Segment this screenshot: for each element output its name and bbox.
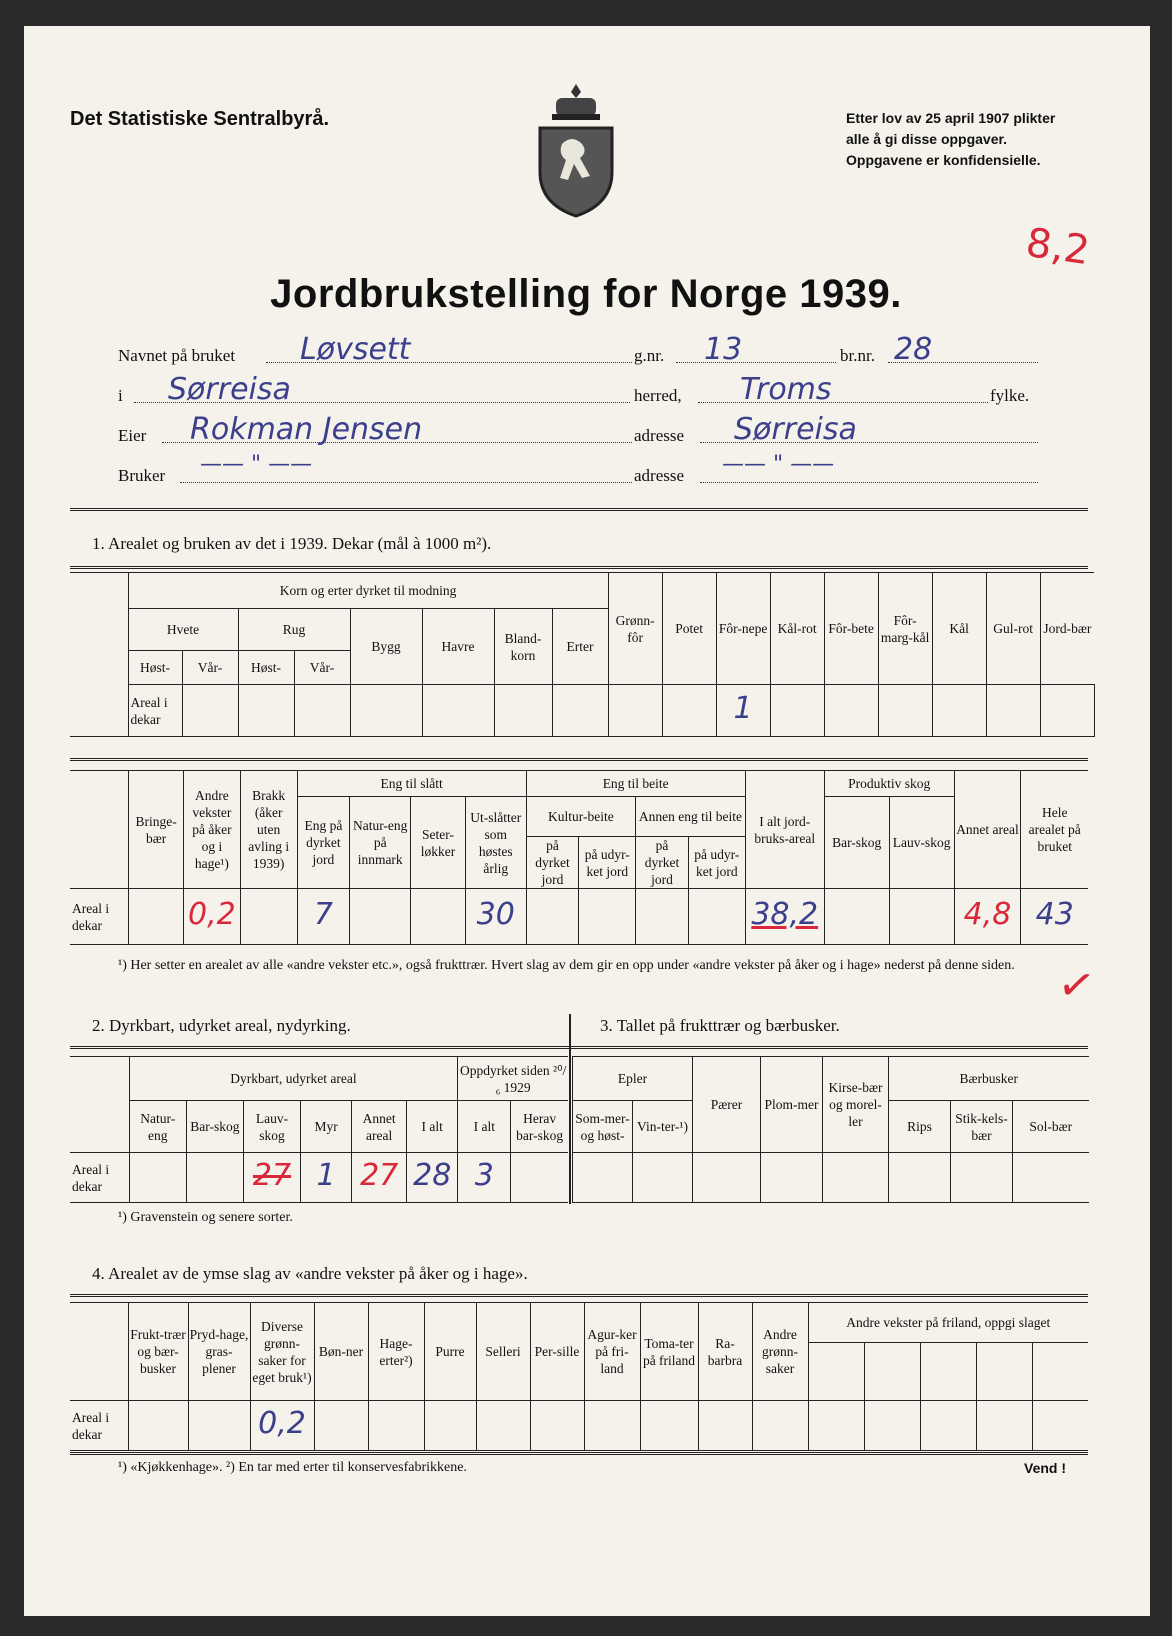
kultur-dyrket-header: på dyrket jord	[526, 837, 579, 889]
stikkelsbaer-header: Stik-kels-bær	[951, 1101, 1013, 1153]
oppdyrket-header: Oppdyrket siden ²⁰/₆ 1929	[458, 1057, 568, 1101]
eng-dyrket-header: Eng på dyrket jord	[297, 797, 350, 889]
korn-group-header: Korn og erter dyrket til modning	[128, 573, 608, 609]
epler-header: Epler	[573, 1057, 693, 1101]
section3-heading: 3. Tallet på frukttrær og bærbusker.	[600, 1016, 840, 1035]
formargkal-header: Fôr-marg-kål	[878, 573, 932, 685]
rug-header: Rug	[238, 609, 350, 651]
navnet-label: Navnet på bruket	[118, 346, 236, 365]
organization-name: Det Statistiske Sentralbyrå.	[70, 108, 329, 130]
hageerter-header: Hage-erter²)	[368, 1303, 424, 1401]
eier-value[interactable]: Rokman Jensen	[190, 412, 423, 447]
gulrot-header: Gul-rot	[986, 573, 1040, 685]
coat-of-arms-icon	[534, 80, 618, 220]
brakk-header: Brakk (åker uten avling i 1939)	[240, 771, 297, 889]
margin-note: 8,2	[1023, 219, 1093, 275]
gronnfor-header: Grønn-fôr	[608, 573, 662, 685]
bringebaer-header: Bringe-bær	[129, 771, 184, 889]
divider	[70, 566, 1088, 569]
produktiv-skog-header: Produktiv skog	[824, 771, 954, 797]
areal-row-label: Areal i dekar	[70, 889, 129, 945]
adresse-value[interactable]: Sørreisa	[734, 412, 857, 447]
bruker-value[interactable]: —— " ——	[200, 452, 313, 477]
brnr-label: br.nr.	[840, 346, 875, 365]
i-alt-jord-header: I alt jord-bruks-areal	[745, 771, 824, 889]
check-mark-icon: ✓	[1053, 957, 1100, 1014]
i-alt-value[interactable]: 28	[413, 1157, 452, 1193]
dyrkbart-header: Dyrkbart, udyrket areal	[129, 1057, 458, 1101]
annet-areal-header: Annet areal	[954, 771, 1021, 889]
rips-header: Rips	[889, 1101, 951, 1153]
divider	[70, 508, 1088, 511]
footnote-3: ¹) «Kjøkkenhage». ²) En tar med erter til konservesfabrikkene.	[118, 1460, 467, 1475]
eng-slatt-header: Eng til slått	[297, 771, 526, 797]
hvete-header: Hvete	[128, 609, 238, 651]
annen-dyrket-header: på dyrket jord	[636, 837, 689, 889]
rabarbra-header: Ra-barbra	[698, 1303, 752, 1401]
andre-vekster-value[interactable]: 0,2	[188, 896, 236, 932]
section2-heading: 2. Dyrkbart, udyrket areal, nydyrking.	[92, 1016, 351, 1035]
gnr-label: g.nr.	[634, 346, 665, 365]
crop-table-1	[70, 572, 1094, 737]
hvete-host-header: Høst-	[128, 651, 182, 685]
brnr-value[interactable]: 28	[894, 332, 933, 367]
tomater-header: Toma-ter på friland	[640, 1303, 698, 1401]
plommer-header: Plom-mer	[761, 1057, 823, 1153]
i-alt2-header: I alt	[458, 1101, 511, 1153]
lauvskog-header: Lauv-skog	[243, 1101, 300, 1153]
divider	[70, 758, 1088, 761]
hele-arealet-value[interactable]: 43	[1035, 896, 1074, 932]
lauvskog-value[interactable]: 27	[252, 1157, 292, 1193]
herav-header: Herav bar-skog	[511, 1101, 568, 1153]
adresse2-value[interactable]: —— " ——	[722, 452, 835, 477]
kal-header: Kål	[932, 573, 986, 685]
rug-host-header: Høst-	[238, 651, 294, 685]
crop-table-2	[70, 770, 1088, 945]
section1-heading: 1. Arealet og bruken av det i 1939. Dekar (mål à 1000 m²).	[92, 534, 492, 553]
i-alt-header: I alt	[407, 1101, 458, 1153]
i-label: i	[118, 386, 123, 405]
andre-gronn-header: Andre grønn-saker	[752, 1303, 808, 1401]
fornepe-header: Fôr-nepe	[716, 573, 770, 685]
herred-label: herred,	[634, 386, 682, 405]
gnr-value[interactable]: 13	[704, 332, 743, 367]
annet-value[interactable]: 27	[360, 1157, 399, 1193]
sommer-header: Som-mer-og høst-	[573, 1101, 633, 1153]
adresse2-label: adresse	[634, 466, 685, 485]
dyrkbart-table	[70, 1056, 568, 1203]
bruker-label: Bruker	[118, 466, 166, 485]
paerer-header: Pærer	[693, 1057, 761, 1153]
seterlokker-header: Seter-løkker	[411, 797, 466, 889]
divider	[70, 1046, 1088, 1049]
frukt-table	[572, 1056, 1089, 1203]
erter-header: Erter	[552, 609, 608, 685]
divider	[70, 1452, 1088, 1455]
herred-value[interactable]: Troms	[740, 372, 832, 407]
purre-header: Purre	[424, 1303, 476, 1401]
section-separator	[569, 1014, 571, 1204]
i-alt-jord-value[interactable]: 38,2	[751, 896, 819, 932]
prydhage-header: Pryd-hage, gras-plener	[188, 1303, 250, 1401]
havre-header: Havre	[422, 609, 494, 685]
rug-var-header: Vår-	[294, 651, 350, 685]
page-title: Jordbrukstelling for Norge 1939.	[270, 272, 902, 316]
law-line-2: alle å gi disse oppgaver.	[846, 131, 1008, 147]
persille-header: Per-sille	[530, 1303, 584, 1401]
adresse-label: adresse	[634, 426, 685, 445]
natureng-header: Natur-eng	[129, 1101, 186, 1153]
natureng-header: Natur-eng på innmark	[350, 797, 411, 889]
fylke-label: fylke.	[990, 386, 1030, 405]
law-line-1: Etter lov av 25 april 1907 plikter	[846, 110, 1056, 126]
myr-header: Myr	[301, 1101, 352, 1153]
section4-heading: 4. Arealet av de ymse slag av «andre vekster på åker og i hage».	[92, 1264, 528, 1283]
agurker-header: Agur-ker på fri-land	[584, 1303, 640, 1401]
kultur-udyrket-header: på udyr-ket jord	[579, 837, 636, 889]
vend-label: Vend !	[1024, 1460, 1067, 1476]
utslatter-header: Ut-slåtter som høstes årlig	[465, 797, 526, 889]
andre-friland-header: Andre vekster på friland, oppgi slaget	[808, 1303, 1088, 1343]
areal-row-label: Areal i dekar	[70, 1401, 128, 1451]
eier-label: Eier	[118, 426, 147, 445]
navnet-value[interactable]: Løvsett	[300, 332, 411, 367]
solbaer-header: Sol-bær	[1013, 1101, 1089, 1153]
bygg-header: Bygg	[350, 609, 422, 685]
eng-dyrket-value[interactable]: 7	[313, 896, 333, 932]
annet-areal-value[interactable]: 4,8	[963, 896, 1012, 932]
myr-value[interactable]: 1	[316, 1157, 336, 1193]
annet-header: Annet areal	[352, 1101, 407, 1153]
areal-row-label: Areal i dekar	[128, 685, 182, 737]
vinter-header: Vin-ter-¹)	[633, 1101, 693, 1153]
law-notice	[846, 108, 1055, 171]
forbete-header: Fôr-bete	[824, 573, 878, 685]
annen-eng-header: Annen eng til beite	[636, 797, 746, 837]
footnote-2: ¹) Gravenstein og senere sorter.	[118, 1210, 293, 1225]
footnote-1: ¹) Her setter en arealet av alle «andre vekster etc.», også frukttrær. Hvert slag av dem gir en opp under «andre vekster på åker og i hage» nederst på denne siden.	[118, 958, 1015, 973]
lauvskog-header: Lauv-skog	[889, 797, 954, 889]
kalrot-header: Kål-rot	[770, 573, 824, 685]
baerbusker-header: Bærbusker	[889, 1057, 1089, 1101]
potet-value[interactable]: 1	[733, 690, 753, 726]
bonner-header: Bøn-ner	[314, 1303, 368, 1401]
eng-beite-header: Eng til beite	[526, 771, 745, 797]
barskog-header: Bar-skog	[186, 1101, 243, 1153]
barskog-header: Bar-skog	[824, 797, 889, 889]
oppdyrket-value[interactable]: 3	[474, 1157, 494, 1193]
hvete-var-header: Vår-	[182, 651, 238, 685]
kirsebaer-header: Kirse-bær og morel-ler	[823, 1057, 889, 1153]
frukttraer-header: Frukt-trær og bær-busker	[128, 1303, 188, 1401]
i-value[interactable]: Sørreisa	[168, 372, 291, 407]
kulturbeite-header: Kultur-beite	[526, 797, 635, 837]
utslatter-value[interactable]: 30	[476, 896, 515, 932]
andre-vekster-header: Andre vekster på åker og i hage¹)	[184, 771, 241, 889]
selleri-header: Selleri	[476, 1303, 530, 1401]
blandkorn-header: Bland-korn	[494, 609, 552, 685]
andre-vekster-table	[70, 1302, 1088, 1451]
diverse-header: Diverse grønn-saker for eget bruk¹)	[250, 1303, 314, 1401]
divider	[70, 1294, 1088, 1297]
areal-row-label: Areal i dekar	[70, 1153, 129, 1203]
jordbaer-header: Jord-bær	[1040, 573, 1094, 685]
law-line-3: Oppgavene er konfidensielle.	[846, 152, 1041, 168]
diverse-value[interactable]: 0,2	[258, 1405, 306, 1441]
potet-header: Potet	[662, 573, 716, 685]
hele-arealet-header: Hele arealet på bruket	[1021, 771, 1088, 889]
annen-udyrket-header: på udyr-ket jord	[688, 837, 745, 889]
